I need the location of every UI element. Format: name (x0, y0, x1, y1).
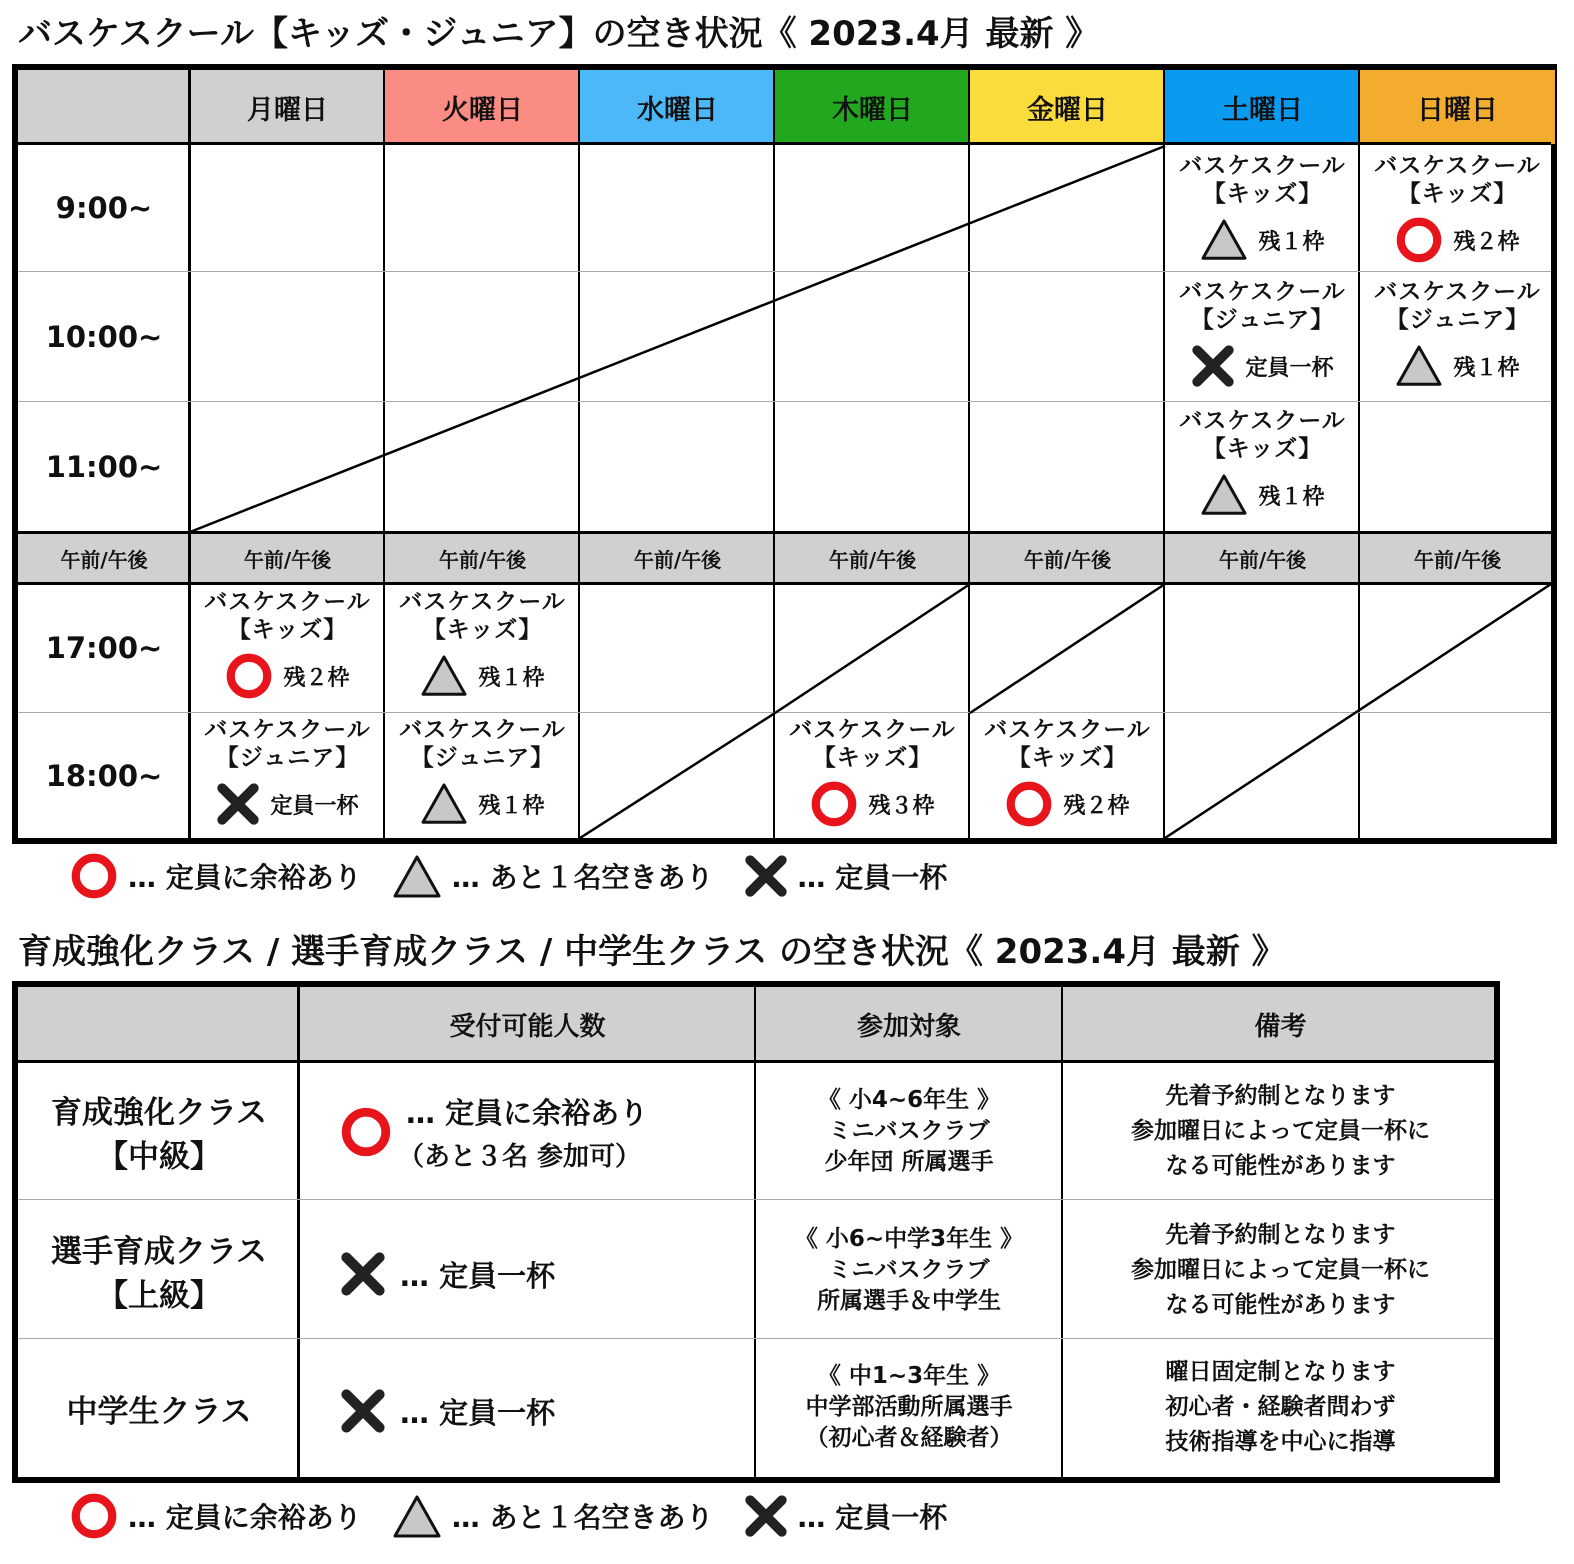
circle-icon (1005, 780, 1053, 828)
circle-icon-wrap (70, 1492, 118, 1540)
diagonal-thu-17 (775, 584, 970, 713)
cross-icon (340, 1251, 386, 1297)
triangle-icon (392, 854, 442, 899)
class-kind: 【キッズ】 (1202, 181, 1323, 207)
class-cell-sat-11[interactable] (1165, 407, 1360, 519)
triangle-icon (1200, 473, 1248, 516)
header-remarks: 備考 (1254, 1011, 1307, 1042)
legend-circle: … 定員に余裕あり (70, 1492, 362, 1540)
class-kind: 【ジュニア】 (410, 745, 555, 771)
remarks-senshu: 先着予約制となります 参加曜日によって定員一杯に なる可能性があります (1131, 1222, 1430, 1318)
circle-icon (70, 852, 118, 900)
status (190, 780, 385, 828)
legend-cross: … 定員一杯 (744, 854, 948, 898)
day-header-sun: 日曜日 (1360, 70, 1555, 144)
status-label: 残２枠 (1063, 793, 1130, 819)
time-label-10: 10:00~ (45, 320, 163, 354)
status-label: 残１枠 (478, 665, 545, 691)
legend-triangle: … あと１名空きあり (392, 854, 714, 899)
status-label: 定員一杯 (270, 793, 359, 819)
time-label-11: 11:00~ (45, 450, 163, 484)
table2-hline (18, 1338, 1494, 1339)
status (190, 652, 385, 700)
cross-icon (744, 1494, 788, 1538)
day-header-fri: 金曜日 (970, 70, 1165, 144)
status-label: 定員一杯 (1245, 355, 1334, 381)
circle-icon-wrap (340, 1106, 392, 1158)
diagonal-sat-sun-pm (1165, 584, 1551, 838)
triangle-icon-wrap (392, 1494, 442, 1539)
capacity-ikusei: … 定員に余裕あり （あと３名 参加可） (340, 1091, 648, 1173)
target-ikusei: 《 小4~6年生 》 ミニバスクラブ 少年団 所属選手 (817, 1087, 1001, 1175)
class-cell-sun-10[interactable] (1360, 278, 1555, 390)
status (385, 652, 580, 700)
class-kind: 【キッズ】 (1202, 436, 1323, 462)
cross-icon (216, 782, 260, 826)
status (970, 780, 1165, 828)
triangle-icon (1200, 218, 1248, 261)
day-header-wed: 水曜日 (580, 70, 775, 144)
time-label-18: 18:00~ (45, 759, 163, 793)
class-name: バスケスクール (399, 717, 566, 743)
class-kind: 【キッズ】 (1007, 745, 1128, 771)
time-label-17: 17:00~ (45, 631, 163, 665)
header-capacity: 受付可能人数 (449, 1011, 606, 1042)
status-label: 残２枠 (283, 665, 350, 691)
legend-circle: … 定員に余裕あり (70, 852, 362, 900)
diagonal-morning-mon-fri (190, 146, 1165, 532)
ampm-label: 午前/午後 (1023, 547, 1112, 572)
class-cell-sat-10[interactable] (1165, 278, 1360, 390)
class-name: バスケスクール (1374, 153, 1541, 179)
class-kind: 【ジュニア】 (1190, 307, 1335, 333)
class-cell-fri-18[interactable] (970, 716, 1165, 828)
day-header-sat: 土曜日 (1165, 70, 1360, 144)
class-name: バスケスクール (1179, 408, 1346, 434)
cross-icon (1191, 344, 1235, 388)
ampm-label: 午前/午後 (633, 547, 722, 572)
class-name: バスケスクール (204, 589, 371, 615)
class-kind: 【ジュニア】 (1385, 307, 1530, 333)
status-label: 残３枠 (868, 793, 935, 819)
status (775, 780, 970, 828)
legend-cross: … 定員一杯 (744, 1494, 948, 1538)
diagonal-fri-17 (970, 584, 1165, 713)
class-name-ikusei: 育成強化クラス 【中級】 (50, 1095, 268, 1175)
class-cell-sun-9[interactable] (1360, 152, 1555, 264)
class-cell-thu-18[interactable] (775, 716, 970, 828)
status (1165, 342, 1360, 390)
class-name-senshu: 選手育成クラス 【上級】 (50, 1234, 268, 1314)
ampm-label: 午前/午後 (1218, 547, 1307, 572)
cross-icon-wrap (340, 1251, 386, 1297)
remarks-chugaku: 曜日固定制となります 初心者・経験者問わず 技術指導を中心に指導 (1165, 1359, 1396, 1455)
class-name: バスケスクール (984, 717, 1151, 743)
status (1360, 342, 1555, 390)
circle-icon (70, 1492, 118, 1540)
header-target: 参加対象 (856, 1011, 961, 1042)
class-kind: 【キッズ】 (1397, 181, 1518, 207)
class-name-chugaku: 中学生クラス (66, 1394, 252, 1430)
day-header-tue: 火曜日 (385, 70, 580, 144)
class-availability-table (12, 981, 1500, 1483)
circle-icon-wrap (70, 852, 118, 900)
class-kind: 【ジュニア】 (215, 745, 360, 771)
class-cell-tue-17[interactable] (385, 588, 580, 700)
table2-hline (18, 1060, 1494, 1063)
status (1360, 216, 1555, 264)
table2-hline (18, 1199, 1494, 1200)
ampm-label: 午前/午後 (1413, 547, 1502, 572)
class-name: バスケスクール (789, 717, 956, 743)
cross-icon (340, 1388, 386, 1434)
circle-icon (225, 652, 273, 700)
ampm-label: 午前/午後 (438, 547, 527, 572)
status (385, 780, 580, 828)
status-label: 残２枠 (1453, 229, 1520, 255)
page-title: バスケスクール【キッズ・ジュニア】の空き状況《 2023.4月 最新 》 (18, 14, 1100, 54)
status-label: 残１枠 (1258, 484, 1325, 510)
class-cell-tue-18[interactable] (385, 716, 580, 828)
time-label-9: 9:00~ (55, 191, 153, 225)
diagonal-wed-18 (580, 713, 775, 838)
class-kind: 【キッズ】 (422, 617, 543, 643)
class-name: バスケスクール (1179, 279, 1346, 305)
circle-icon (340, 1106, 392, 1158)
triangle-icon (420, 654, 468, 697)
class-name: バスケスクール (1179, 153, 1346, 179)
section2-title: 育成強化クラス / 選手育成クラス / 中学生クラス の空き状況《 2023.4月 最新 》 (18, 932, 1286, 972)
class-cell-mon-18[interactable] (190, 716, 385, 828)
status (1165, 216, 1360, 264)
cross-icon (744, 854, 788, 898)
capacity-chugaku: … 定員一杯 (340, 1388, 555, 1434)
triangle-icon (1395, 344, 1443, 387)
ampm-label: 午前/午後 (828, 547, 917, 572)
triangle-icon (420, 782, 468, 825)
triangle-icon (392, 1494, 442, 1539)
legend-triangle: … あと１名空きあり (392, 1494, 714, 1539)
cross-icon-wrap (744, 854, 788, 898)
class-kind: 【キッズ】 (227, 617, 348, 643)
schedule-grid (12, 64, 1557, 844)
class-name: バスケスクール (399, 589, 566, 615)
day-header-mon: 月曜日 (190, 70, 385, 144)
cross-icon-wrap (744, 1494, 788, 1538)
legend-bottom (70, 1492, 977, 1540)
class-kind: 【キッズ】 (812, 745, 933, 771)
target-senshu: 《 小6~中学3年生 》 ミニバスクラブ 所属選手＆中学生 (794, 1226, 1024, 1314)
triangle-icon-wrap (392, 854, 442, 899)
class-cell-sat-9[interactable] (1165, 152, 1360, 264)
ampm-label: 午前/午後 (60, 547, 148, 572)
class-name: バスケスクール (204, 717, 371, 743)
status (1165, 471, 1360, 519)
status-label: 残１枠 (1258, 229, 1325, 255)
target-chugaku: 《 中1~3年生 》 中学部活動所属選手 （初心者＆経験者） (805, 1363, 1013, 1451)
capacity-senshu: … 定員一杯 (340, 1251, 555, 1297)
day-header-thu: 木曜日 (775, 70, 970, 144)
status-label: 残１枠 (478, 793, 545, 819)
remarks-ikusei: 先着予約制となります 参加曜日によって定員一杯に なる可能性があります (1131, 1083, 1430, 1179)
circle-icon (1395, 216, 1443, 264)
status-label: 残１枠 (1453, 355, 1520, 381)
circle-icon (810, 780, 858, 828)
legend (70, 852, 977, 900)
class-cell-mon-17[interactable] (190, 588, 385, 700)
class-name: バスケスクール (1374, 279, 1541, 305)
ampm-label: 午前/午後 (243, 547, 332, 572)
cross-icon-wrap (340, 1388, 386, 1434)
